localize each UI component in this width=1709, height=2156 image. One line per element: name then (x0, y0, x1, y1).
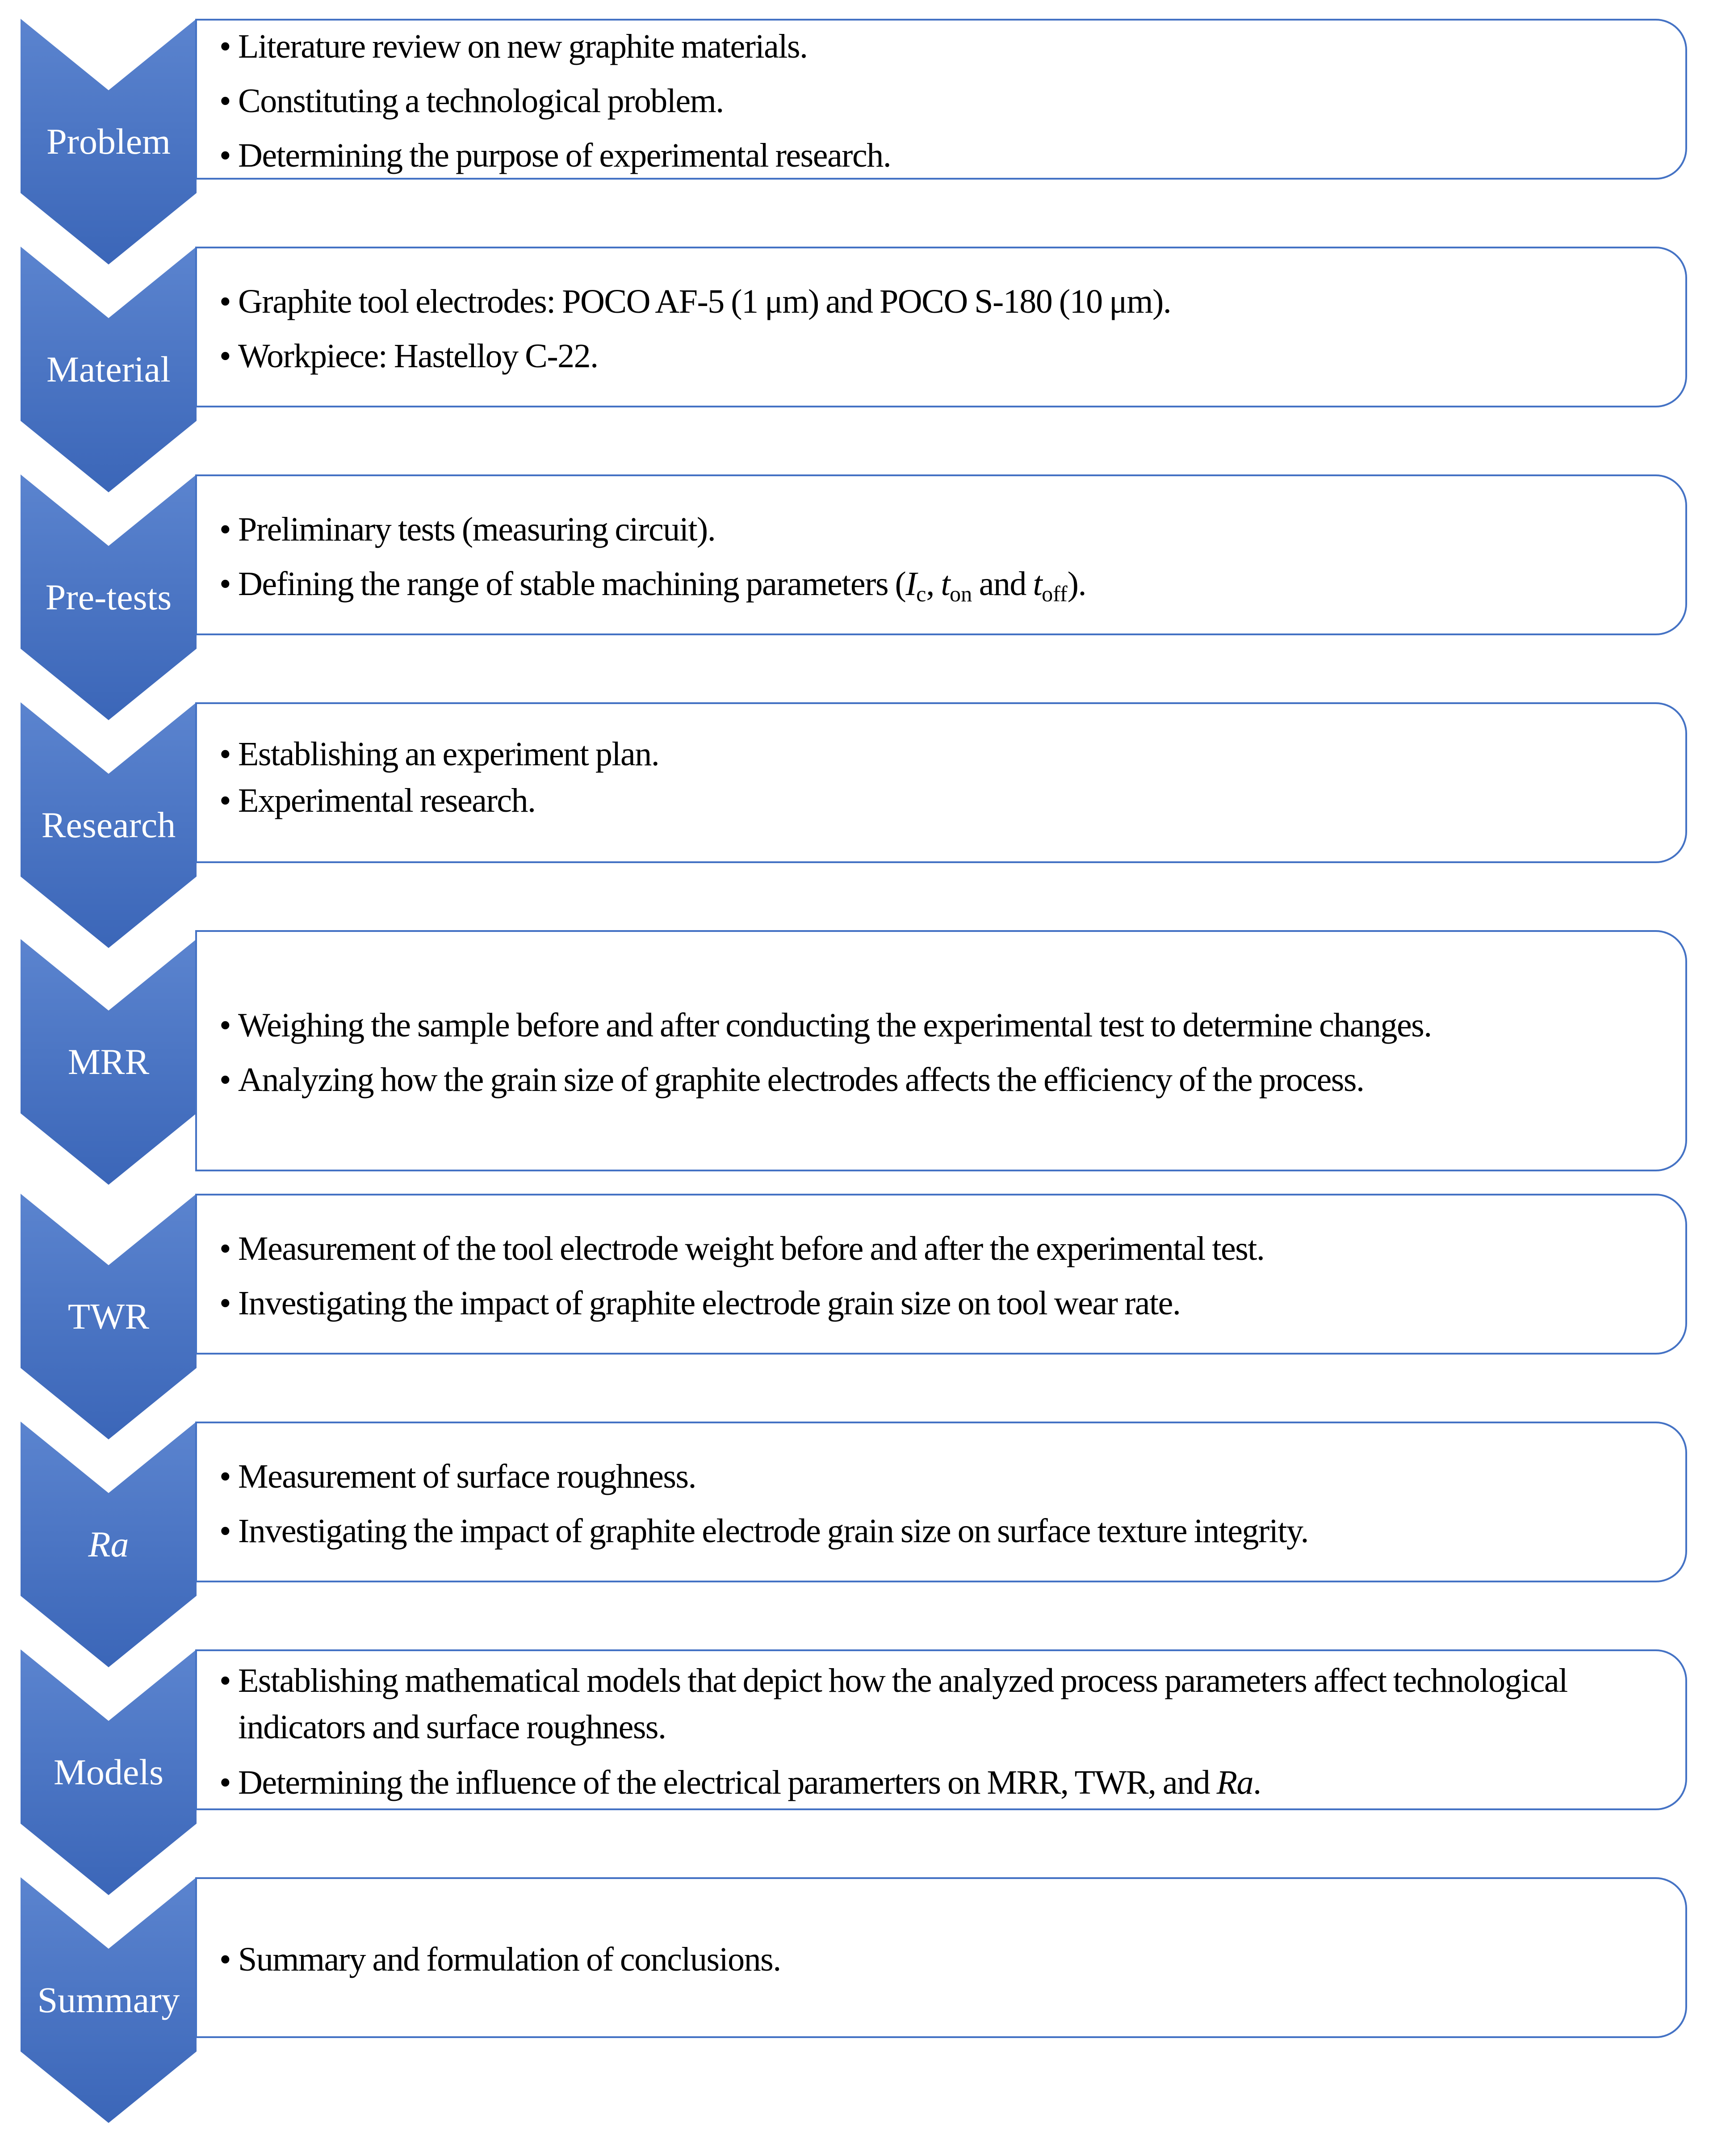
bullet-dot: • (219, 1284, 231, 1322)
chevron-arrow-material (21, 247, 197, 492)
bullet-dot: • (219, 735, 231, 773)
bullet-text: Workpiece: Hastelloy C-22. (238, 337, 598, 375)
bullet-dot: • (219, 1458, 231, 1495)
bullet-dot: • (219, 337, 231, 375)
stage-label-summary: Summary (37, 1980, 180, 2020)
chevron-arrow-mrr (21, 939, 197, 1185)
stage-box-summary (195, 1877, 1687, 2038)
bullet-item (219, 561, 1659, 607)
bullet-item (219, 777, 1659, 824)
stage-label-problem: Problem (46, 121, 171, 162)
bullet-item (219, 1657, 1659, 1750)
stage-box-research (195, 702, 1687, 863)
bullet-dot: • (219, 1007, 231, 1044)
bullet-text: Investigating the impact of graphite electrode grain size on tool wear rate. (238, 1284, 1181, 1322)
bullet-dot: • (219, 283, 231, 320)
bullet-item (219, 1002, 1659, 1049)
bullet-dot: • (219, 82, 231, 120)
bullet-item (219, 1936, 1659, 1983)
chevron-arrow-pre-tests (21, 474, 197, 720)
bullet-item (219, 1759, 1659, 1806)
stage-label-material: Material (46, 349, 171, 390)
bullet-text: Determining the purpose of experimental research. (238, 137, 891, 174)
bullet-text: Weighing the sample before and after conducting the experimental test to determine changes. (238, 1007, 1432, 1044)
stage-box-pre-tests (195, 474, 1687, 635)
bullet-text: Establishing an experiment plan. (238, 735, 659, 773)
bullet-text: Measurement of the tool electrode weight before and after the experimental test. (238, 1230, 1265, 1267)
bullet-dot: • (219, 1764, 231, 1801)
stage-label-twr: TWR (67, 1296, 150, 1337)
chevron-arrow-research (21, 702, 197, 948)
bullet-item (219, 1225, 1659, 1272)
bullet-text: Experimental research. (238, 782, 536, 819)
stage-label-models: Models (54, 1752, 163, 1792)
chevron-arrow-models (21, 1649, 197, 1895)
bullet-item (219, 333, 1659, 379)
bullet-text: Literature review on new graphite materials. (238, 28, 808, 65)
bullet-text: Measurement of surface roughness. (238, 1458, 696, 1495)
stage-label-ra: Ra (88, 1524, 129, 1565)
chevron-arrow-twr (21, 1194, 197, 1439)
bullet-text: Defining the range of stable machining parameters ($I_c$, $t_{on}$ and $t_{off}$). (238, 565, 1086, 607)
bullet-item (219, 278, 1659, 325)
bullet-dot: • (219, 1512, 231, 1550)
stage-label-research: Research (41, 805, 176, 845)
bullet-text: Establishing mathematical models that depict how the analyzed process parameters affect technological indicators and surface roughness. (238, 1662, 1567, 1746)
bullet-item (219, 731, 1659, 777)
bullet-item (219, 1280, 1659, 1326)
bullet-text: Investigating the impact of graphite electrode grain size on surface texture integrity. (238, 1512, 1309, 1550)
bullet-dot: • (219, 1941, 231, 1978)
stage-box-material (195, 247, 1687, 407)
bullet-dot: • (219, 1061, 231, 1099)
bullet-dot: • (219, 511, 231, 548)
bullet-item (219, 1453, 1659, 1500)
stage-label-pre-tests: Pre-tests (45, 577, 172, 617)
chevron-arrow-ra (21, 1422, 197, 1667)
bullet-item (219, 132, 1659, 179)
bullet-item (219, 506, 1659, 553)
stage-box-twr (195, 1194, 1687, 1355)
bullet-item (219, 1057, 1659, 1103)
chevron-arrow-summary (21, 1877, 197, 2123)
bullet-dot: • (219, 28, 231, 65)
bullet-dot: • (219, 1662, 231, 1699)
stage-box-problem (195, 19, 1687, 180)
bullet-item (219, 23, 1659, 70)
bullet-dot: • (219, 565, 231, 603)
bullet-text: Summary and formulation of conclusions. (238, 1941, 781, 1978)
bullet-dot: • (219, 1230, 231, 1267)
bullet-text: Graphite tool electrodes: POCO AF-5 (1 μm) and POCO S-180 (10 μm). (238, 283, 1171, 320)
bullet-item (219, 78, 1659, 124)
bullet-text: Analyzing how the grain size of graphite electrodes affects the efficiency of the process. (238, 1061, 1364, 1099)
bullet-text: Preliminary tests (measuring circuit). (238, 511, 716, 548)
stage-box-ra (195, 1422, 1687, 1582)
bullet-item (219, 1508, 1659, 1554)
bullet-dot: • (219, 137, 231, 174)
bullet-text: Constituting a technological problem. (238, 82, 724, 120)
stage-box-models (195, 1649, 1687, 1810)
chevron-arrow-problem (21, 19, 197, 264)
stage-box-mrr (195, 930, 1687, 1171)
stage-label-mrr: MRR (67, 1041, 150, 1082)
bullet-text: Determining the influence of the electrical paramerters on MRR, TWR, and Ra. (238, 1764, 1261, 1801)
bullet-dot: • (219, 782, 231, 819)
